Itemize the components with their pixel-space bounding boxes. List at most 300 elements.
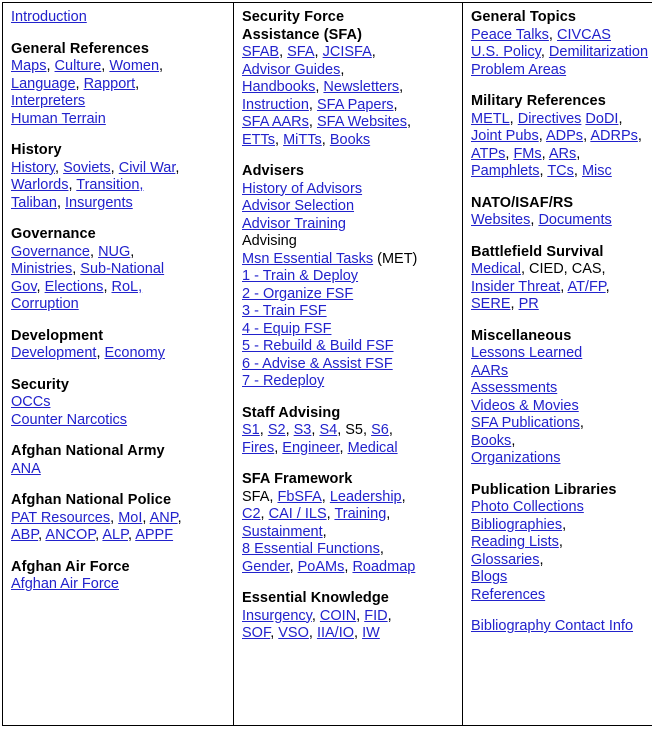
static-text: , <box>309 625 317 641</box>
link-peace-talks[interactable]: Peace Talks <box>471 27 549 43</box>
link-msn-essential-tasks[interactable]: Msn Essential Tasks <box>242 251 373 267</box>
link-line <box>11 195 227 213</box>
static-text: , <box>130 244 134 260</box>
static-text: , <box>269 489 277 505</box>
link-list <box>242 422 456 457</box>
static-text: , <box>57 195 65 211</box>
section-heading: Miscellaneous <box>471 328 652 346</box>
link-rol[interactable]: RoL, <box>112 279 143 295</box>
static-text: , <box>322 489 330 505</box>
link-line <box>11 261 227 279</box>
link-list <box>11 461 227 479</box>
index-column-2 <box>234 3 463 726</box>
link-8-essential-functions[interactable]: 8 Essential Functions <box>242 541 380 557</box>
static-text: SFA <box>242 489 269 505</box>
link-iia-io[interactable]: IIA/IO <box>317 625 354 641</box>
link-fms[interactable]: FMs <box>513 146 541 162</box>
link-list <box>11 160 227 213</box>
link-mitts[interactable]: MiTTs <box>283 132 322 148</box>
static-text: , <box>562 517 566 533</box>
link-atps[interactable]: ATPs <box>471 146 505 162</box>
link-sfa-aars[interactable]: SFA AARs <box>242 114 309 130</box>
link-documents[interactable]: Documents <box>538 212 611 228</box>
link-lessons-learned[interactable]: Lessons Learned <box>471 345 582 361</box>
static-text: , <box>261 506 269 522</box>
link-insurgency[interactable]: Insurgency <box>242 608 312 624</box>
link-line <box>242 132 456 150</box>
link-list <box>11 510 227 545</box>
link-videos-movies[interactable]: Videos & Movies <box>471 398 579 414</box>
static-text: , <box>279 44 287 60</box>
link-fbsfa[interactable]: FbSFA <box>277 489 321 505</box>
index-column-3 <box>463 3 652 726</box>
link-jcisfa[interactable]: JCISFA <box>323 44 372 60</box>
link-ancop[interactable]: ANCOP <box>45 527 95 543</box>
link-line <box>471 569 652 587</box>
link-dodi[interactable]: DoDI <box>585 111 618 127</box>
link-moi[interactable]: MoI <box>118 510 142 526</box>
link-line <box>242 524 456 542</box>
link-line <box>471 345 652 363</box>
link-line <box>242 216 456 234</box>
link-history[interactable]: History <box>11 160 55 176</box>
static-text: , <box>583 128 590 144</box>
static-text: , <box>530 212 538 228</box>
section-heading: NATO/ISAF/RS <box>471 195 652 213</box>
index-column-1 <box>3 3 234 726</box>
link-organizations[interactable]: Organizations <box>471 450 560 466</box>
link-misc[interactable]: Misc <box>582 163 612 179</box>
link-engineer[interactable]: Engineer <box>282 440 339 456</box>
link-advisor-guides[interactable]: Advisor Guides <box>242 62 340 78</box>
static-text: , <box>72 261 80 277</box>
link-line <box>242 440 456 458</box>
link-list <box>242 489 456 577</box>
link-c2[interactable]: C2 <box>242 506 261 522</box>
link-line <box>242 422 456 440</box>
link-sfa-papers[interactable]: SFA Papers <box>317 97 394 113</box>
section-afghan-national-army <box>11 443 227 478</box>
link-directives[interactable]: Directives <box>518 111 582 127</box>
link-line <box>11 527 227 545</box>
link-afghan-air-force[interactable]: Afghan Air Force <box>11 576 119 592</box>
link-iw[interactable]: IW <box>362 625 380 641</box>
section-heading: Afghan National Army <box>11 443 227 461</box>
link-list <box>471 499 652 604</box>
link-line <box>471 261 652 279</box>
section-general-topics <box>471 9 652 79</box>
section-heading: Governance <box>11 226 227 244</box>
link-line <box>11 177 227 195</box>
link-interpreters[interactable]: Interpreters <box>11 93 85 109</box>
link-sfab[interactable]: SFAB <box>242 44 279 60</box>
link-nug[interactable]: NUG <box>98 244 130 260</box>
section-publication-libraries <box>471 482 652 605</box>
link-line <box>242 286 456 304</box>
link-line <box>11 345 227 363</box>
link-4-equip-fsf[interactable]: 4 - Equip FSF <box>242 321 331 337</box>
link-vso[interactable]: VSO <box>278 625 309 641</box>
link-warlords[interactable]: Warlords <box>11 177 68 193</box>
link-line <box>242 198 456 216</box>
link-aars[interactable]: AARs <box>471 363 508 379</box>
link-2-organize-fsf[interactable]: 2 - Organize FSF <box>242 286 353 302</box>
link-line <box>471 450 652 468</box>
link-s2[interactable]: S2 <box>268 422 286 438</box>
static-text: , <box>363 422 371 438</box>
link-roadmap[interactable]: Roadmap <box>352 559 415 575</box>
link-elections[interactable]: Elections <box>45 279 104 295</box>
section-heading: Afghan National Police <box>11 492 227 510</box>
static-text: , <box>388 608 392 624</box>
static-text: , <box>111 160 119 176</box>
section-heading: Military References <box>471 93 652 111</box>
link-corruption[interactable]: Corruption <box>11 296 79 312</box>
link-culture[interactable]: Culture <box>55 58 102 74</box>
section-afghan-air-force <box>11 559 227 594</box>
link-handbooks[interactable]: Handbooks <box>242 79 315 95</box>
link-governance[interactable]: Governance <box>11 244 90 260</box>
static-text: , <box>142 510 149 526</box>
static-text: , <box>541 44 549 60</box>
section-heading-line2: Assistance (SFA) <box>242 27 456 45</box>
link-line <box>471 111 652 129</box>
link-line <box>242 506 456 524</box>
link-line <box>471 163 652 181</box>
link-development[interactable]: Development <box>11 345 96 361</box>
link-list <box>471 212 652 230</box>
link-6-advise-assist-fsf[interactable]: 6 - Advise & Assist FSF <box>242 356 393 372</box>
section-bibliography-contact <box>471 618 652 636</box>
section-history <box>11 142 227 212</box>
section-general-references <box>11 41 227 129</box>
link-gov[interactable]: Gov <box>11 279 37 295</box>
static-text: , <box>407 114 411 130</box>
link-s4[interactable]: S4 <box>319 422 337 438</box>
link-anp[interactable]: ANP <box>150 510 178 526</box>
index-row <box>3 3 652 726</box>
link-assessments[interactable]: Assessments <box>471 380 557 396</box>
link-bibliography-contact-info[interactable]: Bibliography Contact Info <box>471 618 633 634</box>
link-line <box>471 398 652 416</box>
link-history-of-advisors[interactable]: History of Advisors <box>242 181 362 197</box>
link-bibliographies[interactable]: Bibliographies <box>471 517 562 533</box>
link-joint-pubs[interactable]: Joint Pubs <box>471 128 539 144</box>
static-text: , <box>286 422 294 438</box>
section-heading: General References <box>11 41 227 59</box>
link-line <box>11 244 227 262</box>
link-websites[interactable]: Websites <box>471 212 530 228</box>
link-line <box>242 97 456 115</box>
link-line <box>471 363 652 381</box>
resource-index-table <box>2 2 652 726</box>
link-coin[interactable]: COIN <box>320 608 356 624</box>
link-adps[interactable]: ADPs <box>546 128 583 144</box>
static-text: , <box>549 27 557 43</box>
link-advisor-selection[interactable]: Advisor Selection <box>242 198 354 214</box>
link-fires[interactable]: Fires <box>242 440 274 456</box>
link-line <box>11 394 227 412</box>
link-line <box>471 279 652 297</box>
link-books[interactable]: Books <box>330 132 370 148</box>
static-text: , <box>96 345 104 361</box>
static-text: , <box>354 625 362 641</box>
link-line <box>471 27 652 45</box>
static-text: , <box>372 44 376 60</box>
static-text: , <box>309 97 317 113</box>
link-adrps[interactable]: ADRPs <box>590 128 638 144</box>
static-text: , <box>260 422 268 438</box>
link-line <box>242 489 456 507</box>
link-transition[interactable]: Transition, <box>76 177 143 193</box>
link-appf[interactable]: APPF <box>135 527 173 543</box>
link-ministries[interactable]: Ministries <box>11 261 72 277</box>
link-sustainment[interactable]: Sustainment <box>242 524 323 540</box>
static-text: , <box>327 506 335 522</box>
static-text: , <box>505 146 513 162</box>
section-heading: Advisers <box>242 163 456 181</box>
section-battlefield-survival <box>471 244 652 314</box>
link-civcas[interactable]: CIVCAS <box>557 27 611 43</box>
link-line <box>11 461 227 479</box>
link-fid[interactable]: FID <box>364 608 387 624</box>
link-human-terrain[interactable]: Human Terrain <box>11 111 106 127</box>
link-line <box>11 576 227 594</box>
link-sere[interactable]: SERE <box>471 296 511 312</box>
link-glossaries[interactable]: Glossaries <box>471 552 540 568</box>
link-pr[interactable]: PR <box>519 296 539 312</box>
link-line <box>471 128 652 146</box>
link-list <box>471 345 652 468</box>
link-line <box>242 62 456 80</box>
link-line <box>471 618 652 636</box>
static-text: , <box>290 559 298 575</box>
static-text: , <box>128 527 135 543</box>
link-line <box>242 356 456 374</box>
link-line <box>471 380 652 398</box>
link-sfa-websites[interactable]: SFA Websites <box>317 114 407 130</box>
link-line <box>242 79 456 97</box>
section-heading: Staff Advising <box>242 405 456 423</box>
static-text: , <box>539 128 546 144</box>
link-books[interactable]: Books <box>471 433 511 449</box>
index-sheet <box>0 2 652 733</box>
link-line <box>242 338 456 356</box>
link-ars[interactable]: ARs <box>549 146 576 162</box>
static-text: , <box>380 541 384 557</box>
link-line <box>11 111 227 129</box>
link-s1[interactable]: S1 <box>242 422 260 438</box>
link-leadership[interactable]: Leadership <box>330 489 402 505</box>
static-text: , <box>68 177 76 193</box>
link-u-s-policy[interactable]: U.S. Policy <box>471 44 541 60</box>
link-tcs[interactable]: TCs <box>547 163 574 179</box>
static-text: , <box>402 489 406 505</box>
static-text: , <box>394 97 398 113</box>
static-text: , <box>322 132 330 148</box>
section-military-references <box>471 93 652 181</box>
section-introduction <box>11 9 227 27</box>
link-line <box>242 44 456 62</box>
link-rapport[interactable]: Rapport <box>84 76 136 92</box>
static-text: (MET) <box>373 251 417 267</box>
link-ana[interactable]: ANA <box>11 461 41 477</box>
static-text: , <box>103 279 111 295</box>
link-cai-ils[interactable]: CAI / ILS <box>269 506 327 522</box>
link-maps[interactable]: Maps <box>11 58 46 74</box>
static-text: , <box>511 296 519 312</box>
section-heading: Security Force <box>242 9 456 27</box>
link-newsletters[interactable]: Newsletters <box>323 79 399 95</box>
link-sfa-publications[interactable]: SFA Publications <box>471 415 580 431</box>
link-sub-national[interactable]: Sub-National <box>80 261 164 277</box>
link-line <box>471 62 652 80</box>
static-text: , <box>337 422 345 438</box>
link-line <box>471 587 652 605</box>
link-introduction[interactable]: Introduction <box>11 9 87 25</box>
link-sof[interactable]: SOF <box>242 625 270 641</box>
link-sfa[interactable]: SFA <box>287 44 314 60</box>
link-alp[interactable]: ALP <box>102 527 128 543</box>
static-text: , <box>312 608 320 624</box>
static-text: , <box>37 279 45 295</box>
link-3-train-fsf[interactable]: 3 - Train FSF <box>242 303 327 319</box>
section-heading: Essential Knowledge <box>242 590 456 608</box>
static-text: , <box>638 128 642 144</box>
section-heading: General Topics <box>471 9 652 27</box>
link-line <box>242 625 456 643</box>
link-taliban[interactable]: Taliban <box>11 195 57 211</box>
link-demilitarization[interactable]: Demilitarization <box>549 44 648 60</box>
static-text: , <box>275 132 283 148</box>
link-s3[interactable]: S3 <box>294 422 312 438</box>
static-text: , <box>344 559 352 575</box>
link-s6[interactable]: S6 <box>371 422 389 438</box>
section-essential-knowledge <box>242 590 456 643</box>
link-line <box>11 76 227 94</box>
static-text: , <box>542 146 549 162</box>
section-heading: Battlefield Survival <box>471 244 652 262</box>
link-occs[interactable]: OCCs <box>11 394 50 410</box>
link-counter-narcotics[interactable]: Counter Narcotics <box>11 412 127 428</box>
static-text: , <box>55 160 63 176</box>
link-soviets[interactable]: Soviets <box>63 160 111 176</box>
link-list <box>242 44 456 149</box>
link-blogs[interactable]: Blogs <box>471 569 507 585</box>
link-line <box>471 415 652 433</box>
link-line <box>471 517 652 535</box>
link-poams[interactable]: PoAMs <box>298 559 345 575</box>
link-line <box>242 181 456 199</box>
static-text: , <box>90 244 98 260</box>
link-1-train-deploy[interactable]: 1 - Train & Deploy <box>242 268 358 284</box>
link-instruction[interactable]: Instruction <box>242 97 309 113</box>
static-text: Advising <box>242 233 297 249</box>
link-references[interactable]: References <box>471 587 545 603</box>
static-text: , <box>323 524 327 540</box>
static-text: , <box>311 422 319 438</box>
static-text: , <box>178 510 182 526</box>
static-text: , <box>76 76 84 92</box>
link-line <box>471 552 652 570</box>
link-metl[interactable]: METL <box>471 111 510 127</box>
link-line <box>242 268 456 286</box>
link-line <box>242 559 456 577</box>
static-text: , <box>315 79 323 95</box>
link-line <box>471 499 652 517</box>
link-reading-lists[interactable]: Reading Lists <box>471 534 559 550</box>
static-text: , <box>540 163 548 179</box>
link-line <box>242 541 456 559</box>
link-language[interactable]: Language <box>11 76 76 92</box>
link-list <box>242 608 456 643</box>
section-heading: History <box>11 142 227 160</box>
link-pat-resources[interactable]: PAT Resources <box>11 510 110 526</box>
link-training[interactable]: Training <box>334 506 386 522</box>
link-list <box>11 58 227 128</box>
section-heading: Publication Libraries <box>471 482 652 500</box>
link-civil-war[interactable]: Civil War <box>119 160 176 176</box>
link-etts[interactable]: ETTs <box>242 132 275 148</box>
static-text: , <box>315 44 323 60</box>
link-line <box>11 58 227 76</box>
link-line <box>11 296 227 314</box>
static-text: , <box>521 261 529 277</box>
link-line <box>471 44 652 62</box>
static-text: , <box>576 146 580 162</box>
link-list <box>471 618 652 636</box>
section-heading: Security <box>11 377 227 395</box>
link-problem-areas[interactable]: Problem Areas <box>471 62 566 78</box>
link-5-rebuild-build-fsf[interactable]: 5 - Rebuild & Build FSF <box>242 338 394 354</box>
link-gender[interactable]: Gender <box>242 559 290 575</box>
link-insider-threat[interactable]: Insider Threat <box>471 279 560 295</box>
static-text: , <box>510 111 518 127</box>
link-7-redeploy[interactable]: 7 - Redeploy <box>242 373 324 389</box>
link-line <box>11 9 227 27</box>
static-text: , <box>574 163 582 179</box>
link-pamphlets[interactable]: Pamphlets <box>471 163 540 179</box>
link-advisor-training[interactable]: Advisor Training <box>242 216 346 232</box>
static-text: , <box>175 160 179 176</box>
link-line <box>242 233 456 251</box>
link-line <box>242 303 456 321</box>
link-economy[interactable]: Economy <box>105 345 165 361</box>
link-line <box>11 279 227 297</box>
link-medical[interactable]: Medical <box>471 261 521 277</box>
section-advisers <box>242 163 456 391</box>
link-list <box>471 111 652 181</box>
section-security <box>11 377 227 430</box>
link-abp[interactable]: ABP <box>11 527 38 543</box>
link-medical[interactable]: Medical <box>348 440 398 456</box>
static-text: , <box>309 114 317 130</box>
link-line <box>471 296 652 314</box>
link-at-fp[interactable]: AT/FP <box>567 279 605 295</box>
static-text: , <box>356 608 364 624</box>
static-text: , <box>270 625 278 641</box>
static-text: , <box>38 527 45 543</box>
link-photo-collections[interactable]: Photo Collections <box>471 499 584 515</box>
link-line <box>471 146 652 164</box>
section-development <box>11 328 227 363</box>
link-line <box>11 412 227 430</box>
link-insurgents[interactable]: Insurgents <box>65 195 133 211</box>
static-text: , <box>135 76 139 92</box>
link-women[interactable]: Women <box>109 58 159 74</box>
link-list <box>11 244 227 314</box>
static-text: , <box>110 510 118 526</box>
